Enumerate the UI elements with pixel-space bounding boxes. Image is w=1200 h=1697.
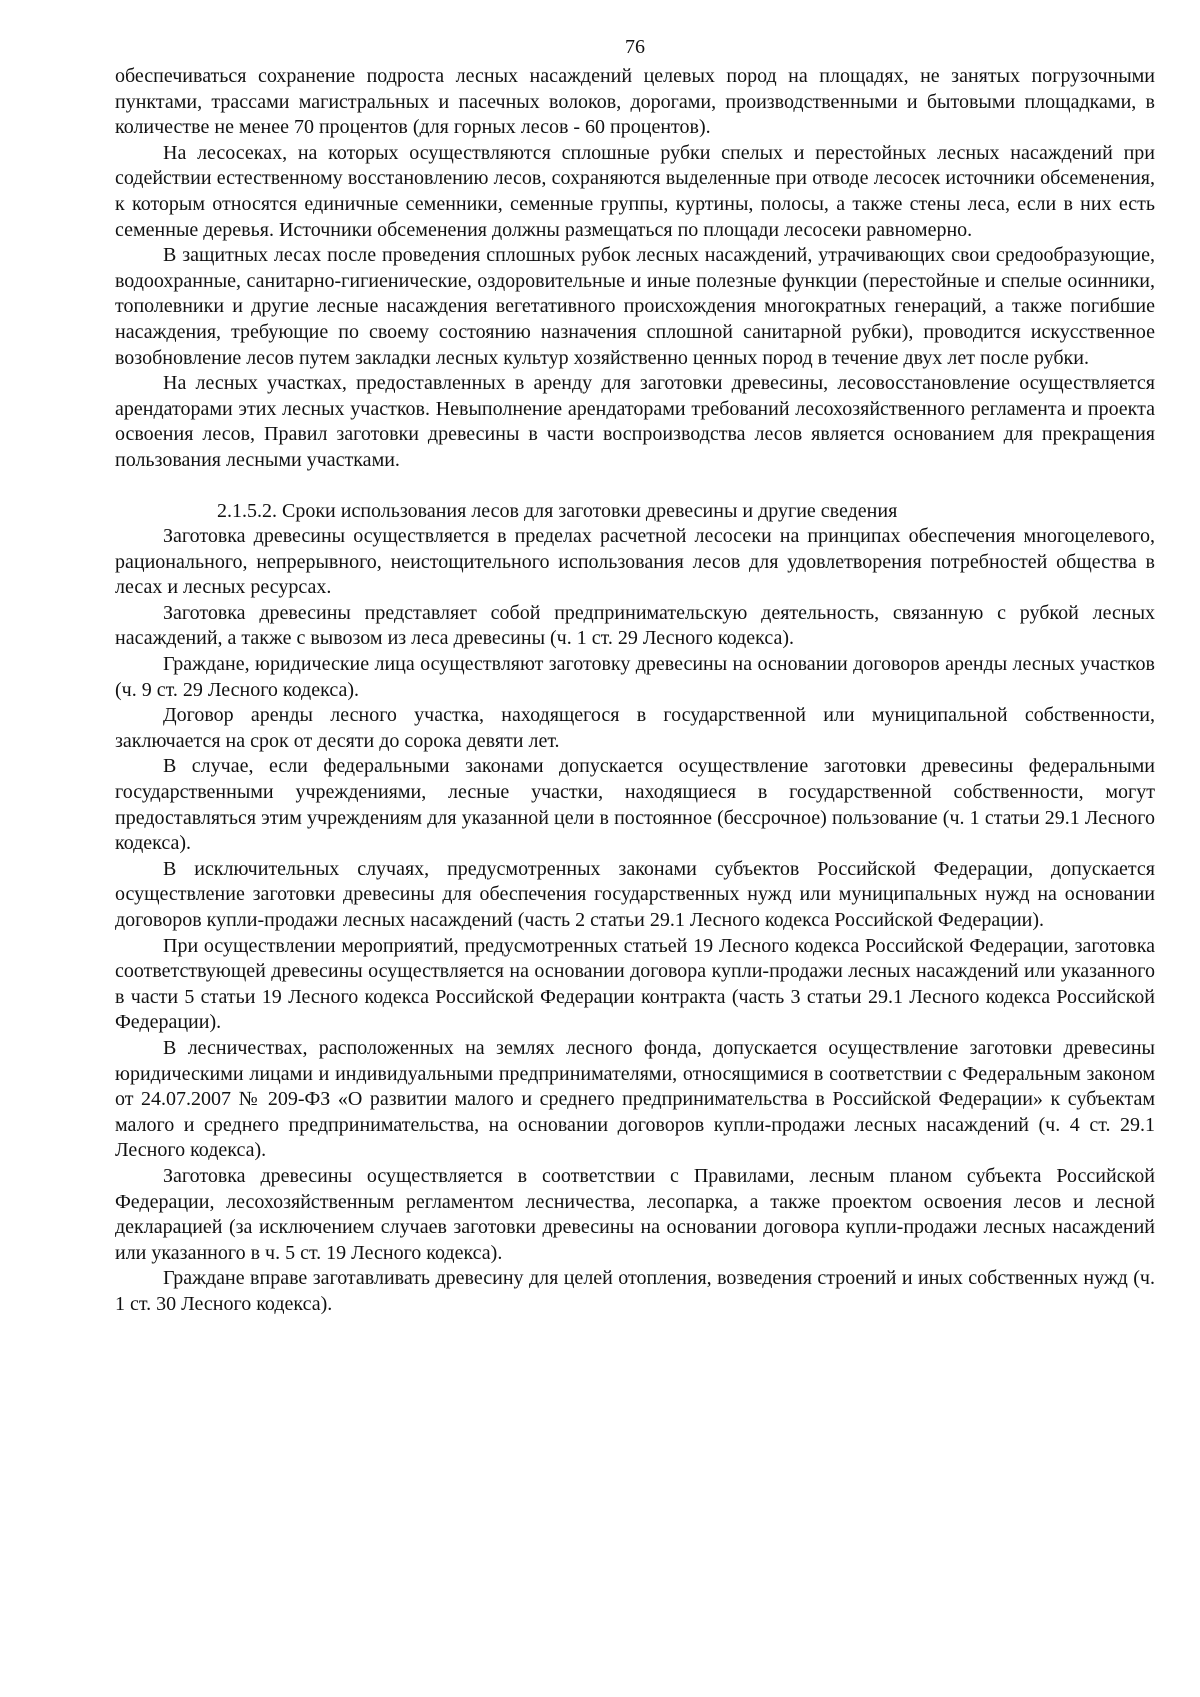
paragraph: В лесничествах, расположенных на землях лесного фонда, допускается осуществление заготовки древесины юридическими лицами и индивидуальными предпринимателями, относящимися в соответствии с Федеральным законом от 24.07.2007 № 209-ФЗ «О развитии малого и среднего предпринимательства в Российской Федерации» к субъектам малого и среднего предпринимательства, на основании договоров купли-продажи лесных насаждений (ч. 4 ст. 29.1 Лесного кодекса). [115,1036,1155,1162]
page-number: 76 [625,36,645,58]
paragraph: Граждане вправе заготавливать древесину для целей отопления, возведения строений и иных собственных нужд (ч. 1 ст. 30 Лесного кодекса). [115,1267,1155,1315]
document-page [115,34,1155,1318]
paragraph: Заготовка древесины осуществляется в пределах расчетной лесосеки на принципах обеспечения многоцелевого, рационального, непрерывного, неистощительного использования лесов для удовлетворения потребностей общества в лесах и лесных ресурсах. [115,525,1155,599]
paragraph: При осуществлении мероприятий, предусмотренных статьей 19 Лесного кодекса Российской Федерации, заготовка соответствующей древесины осуществляется на основании договора купли-продажи лесных насаждений или указанного в части 5 статьи 19 Лесного кодекса Российской Федерации контракта (часть 3 статьи 29.1 Лесного кодекса Российской Федерации). [115,934,1155,1034]
paragraph: В случае, если федеральными законами допускается осуществление заготовки древесины федеральными государственными учреждениями, лесные участки, находящиеся в государственной собственности, могут предоставляться этим учреждениям для указанной цели в постоянное (бессрочное) пользование (ч. 1 статьи 29.1 Лесного кодекса). [115,755,1155,855]
paragraph: обеспечиваться сохранение подроста лесных насаждений целевых пород на площадях, не занятых погрузочными пунктами, трассами магистральных и пасечных волоков, дорогами, производственными и бытовыми площадками, в количестве не менее 70 процентов (для горных лесов - 60 процентов). [115,65,1155,139]
paragraph: На лесных участках, предоставленных в аренду для заготовки древесины, лесовосстановление осуществляется арендаторами этих лесных участков. Невыполнение арендаторами требований лесохозяйственного регламента и проекта освоения лесов, Правил заготовки древесины в части воспроизводства лесов является основанием для прекращения пользования лесными участками. [115,372,1155,471]
paragraph: Заготовка древесины осуществляется в соответствии с Правилами, лесным планом субъекта Российской Федерации, лесохозяйственным регламентом лесничества, лесопарка, а также проектом освоения лесов и лесной декларацией (за исключением случаев заготовки древесины на основании договора купли-продажи лесных насаждений или указанного в ч. 5 ст. 19 Лесного кодекса). [115,1164,1155,1264]
paragraph: Договор аренды лесного участка, находящегося в государственной или муниципальной собственности, заключается на срок от десяти до сорока девяти лет. [115,704,1155,752]
paragraph: Граждане, юридические лица осуществляют заготовку древесины на основании договоров аренды лесных участков (ч. 9 ст. 29 Лесного кодекса). [115,653,1155,701]
paragraph: На лесосеках, на которых осуществляются сплошные рубки спелых и перестойных лесных насаждений при содействии естественному восстановлению лесов, сохраняются выделенные при отводе лесосек источники обсеменения, к которым относятся единичные семенники, семенные группы, куртины, полосы, а также стены леса, если в них есть семенные деревья. Источники обсеменения должны размещаться по площади лесосеки равномерно. [115,141,1155,241]
paragraph: Заготовка древесины представляет собой предпринимательскую деятельность, связанную с рубкой лесных насаждений, а также с вывозом из леса древесины (ч. 1 ст. 29 Лесного кодекса). [115,601,1155,650]
paragraph: В защитных лесах после проведения сплошных рубок лесных насаждений, утрачивающих свои средообразующие, водоохранные, санитарно-гигиенические, оздоровительные и иные полезные функции (перестойные и спелые осинники, тополевники и другие лесные насаждения вегетативного происхождения многократных генераций, а также погибшие насаждения, требующие по своему состоянию назначения сплошной санитарной рубки), проводится искусственное возобновление лесов путем закладки лесных культур хозяйственно ценных пород в течение двух лет после рубки. [115,244,1155,369]
paragraph: В исключительных случаях, предусмотренных законами субъектов Российской Федерации, допускается осуществление заготовки древесины для обеспечения государственных нужд или муниципальных нужд на основании договоров купли-продажи лесных насаждений (часть 2 статьи 29.1 Лесного кодекса Российской Федерации). [115,857,1155,931]
section-heading: 2.1.5.2. Сроки использования лесов для заготовки древесины и другие сведения [217,499,898,522]
